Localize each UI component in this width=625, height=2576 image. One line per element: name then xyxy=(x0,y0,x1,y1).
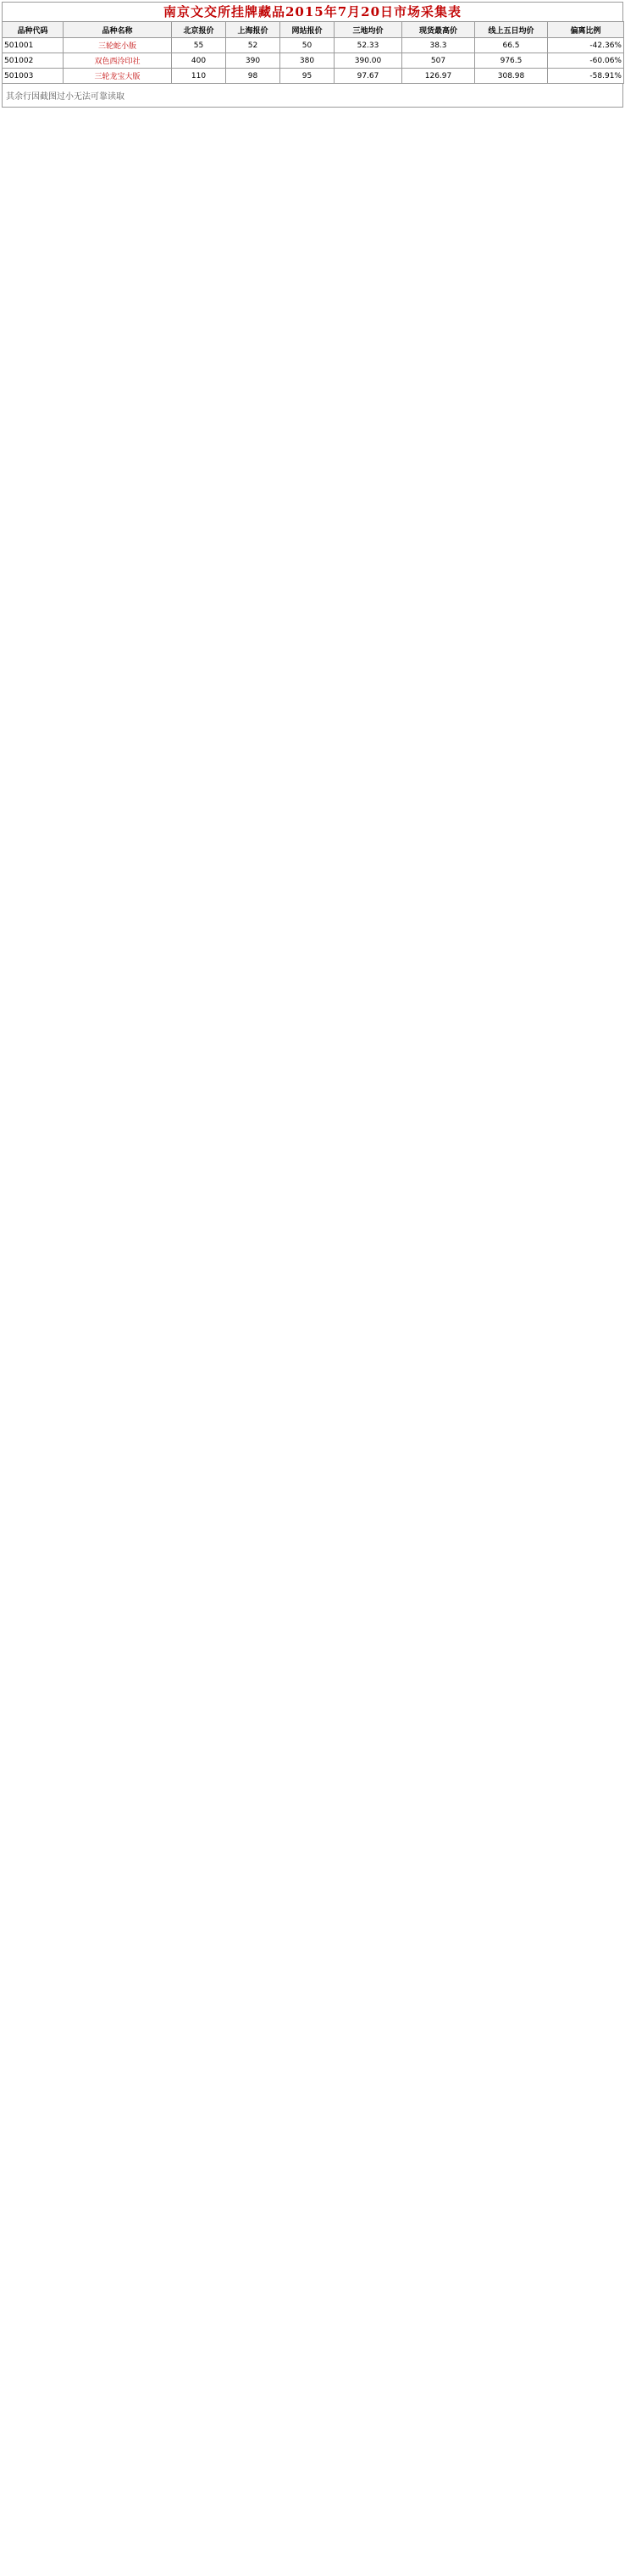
column-header: 上海报价 xyxy=(226,22,280,38)
table-cell: 501001 xyxy=(3,38,64,53)
market-table xyxy=(2,21,624,84)
column-header: 偏离比例 xyxy=(548,22,624,38)
table-row xyxy=(3,69,624,84)
table-cell: 501003 xyxy=(3,69,64,84)
table-cell: 双色西泠印社 xyxy=(64,53,172,69)
table-cell: 501002 xyxy=(3,53,64,69)
table-cell: -58.91% xyxy=(548,69,624,84)
table-cell: 66.5 xyxy=(475,38,548,53)
table-cell: 976.5 xyxy=(475,53,548,69)
table-cell: 390.00 xyxy=(335,53,402,69)
table-cell: 52 xyxy=(226,38,280,53)
column-header: 网站报价 xyxy=(280,22,335,38)
table-cell: 55 xyxy=(172,38,226,53)
column-header: 线上五日均价 xyxy=(475,22,548,38)
table-cell: 95 xyxy=(280,69,335,84)
table-cell: 98 xyxy=(226,69,280,84)
column-header: 北京报价 xyxy=(172,22,226,38)
table-cell: 308.98 xyxy=(475,69,548,84)
table-row xyxy=(3,38,624,53)
table-header-row xyxy=(3,22,624,38)
table-row xyxy=(3,53,624,69)
column-header: 品种代码 xyxy=(3,22,64,38)
table-cell: 三轮蛇小版 xyxy=(64,38,172,53)
table-cell: 52.33 xyxy=(335,38,402,53)
table-cell: 110 xyxy=(172,69,226,84)
table-note: 其余行因截图过小无法可靠读取 xyxy=(2,84,623,108)
page xyxy=(0,0,625,113)
column-header: 三地均价 xyxy=(335,22,402,38)
table-cell: 380 xyxy=(280,53,335,69)
page-title: 南京文交所挂牌藏品2015年7月20日市场采集表 xyxy=(2,2,623,21)
table-cell: -42.36% xyxy=(548,38,624,53)
column-header: 现货最高价 xyxy=(402,22,475,38)
table-cell: 38.3 xyxy=(402,38,475,53)
table-body xyxy=(3,38,624,84)
table-cell: 97.67 xyxy=(335,69,402,84)
table-cell: 390 xyxy=(226,53,280,69)
table-cell: 126.97 xyxy=(402,69,475,84)
table-cell: -60.06% xyxy=(548,53,624,69)
table-cell: 400 xyxy=(172,53,226,69)
table-cell: 507 xyxy=(402,53,475,69)
table-cell: 三轮龙宝大版 xyxy=(64,69,172,84)
column-header: 品种名称 xyxy=(64,22,172,38)
table-cell: 50 xyxy=(280,38,335,53)
